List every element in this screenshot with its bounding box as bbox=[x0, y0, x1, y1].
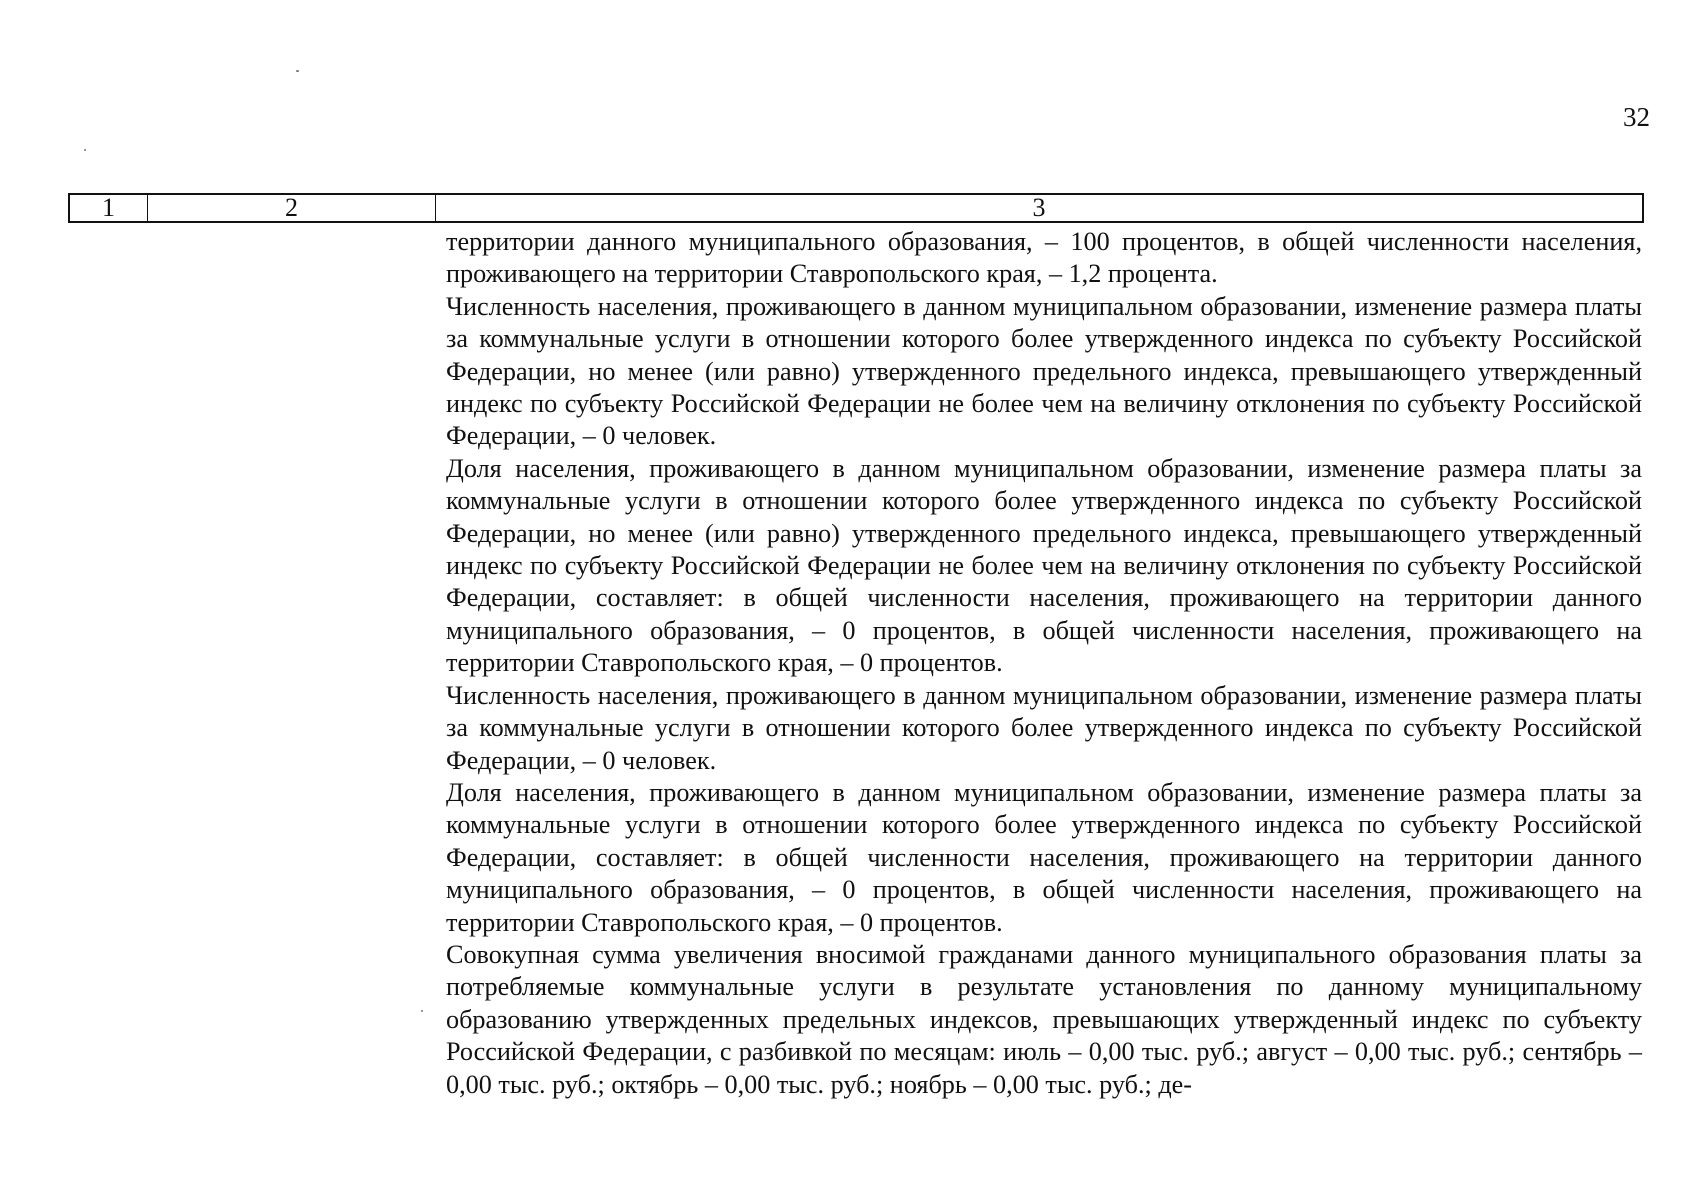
column-3-text bbox=[446, 226, 1642, 1101]
scan-speck bbox=[421, 1010, 423, 1012]
paragraph: Доля населения, проживающего в данном муниципальном образовании, изменение размера платы за коммунальные услуги в отношении которого более утвержденного индекса по субъекту Российской Федерации, составляет: в общей численности населения, проживающего на территории данного муниципального образования, – 0 процентов, в общей численности населения, проживающего на территории Ставропольского края, – 0 процентов. bbox=[446, 777, 1642, 937]
scan-speck bbox=[84, 149, 86, 151]
table-column-header bbox=[68, 193, 1644, 223]
paragraph: Доля населения, проживающего в данном муниципальном образовании, изменение размера платы за коммунальные услуги в отношении которого более утвержденного индекса по субъекту Российской Федерации, но менее (или равно) утвержденного предельного индекса, превышающего утвержденный индекс по субъекту Российской Федерации не более чем на величину отклонения по субъекту Российской Федерации, составляет: в общей численности населения, проживающего на территории данного муниципального образования, – 0 процентов, в общей численности населения, проживающего на территории Ставропольского края, – 0 процентов. bbox=[446, 453, 1642, 678]
paragraph: Совокупная сумма увеличения вносимой гражданами данного муниципального образования платы за потребляемые коммунальные услуги в результате установления по данному муниципальному образованию утвержденных предельных индексов, превышающих утвержденный индекс по субъекту Российской Федерации, с разбивкой по месяцам: июль – 0,00 тыс. руб.; август – 0,00 тыс. руб.; сентябрь – 0,00 тыс. руб.; октябрь – 0,00 тыс. руб.; ноябрь – 0,00 тыс. руб.; де- bbox=[446, 939, 1642, 1099]
page-number: 32 bbox=[1623, 102, 1650, 132]
paragraph: Численность населения, проживающего в данном муниципальном образовании, изменение размера платы за коммунальные услуги в отношении которого более утвержденного индекса по субъекту Российской Федерации, – 0 человек. bbox=[446, 680, 1642, 775]
column-number-3: 3 bbox=[1032, 193, 1046, 222]
column-number-2: 2 bbox=[148, 195, 436, 221]
paragraph: Численность населения, проживающего в данном муниципальном образовании, изменение размера платы за коммунальные услуги в отношении которого более утвержденного индекса по субъекту Российской Федерации, но менее (или равно) утвержденного предельного индекса, превышающего утвержденный индекс по субъекту Российской Федерации не более чем на величину отклонения по субъекту Российской Федерации, – 0 человек. bbox=[446, 291, 1642, 451]
scan-speck bbox=[296, 70, 299, 72]
column-number-1: 1 bbox=[70, 195, 148, 221]
paragraph: территории данного муниципального образования, – 100 процентов, в общей численности населения, проживающего на территории Ставропольского края, – 1,2 процента. bbox=[446, 227, 1642, 289]
